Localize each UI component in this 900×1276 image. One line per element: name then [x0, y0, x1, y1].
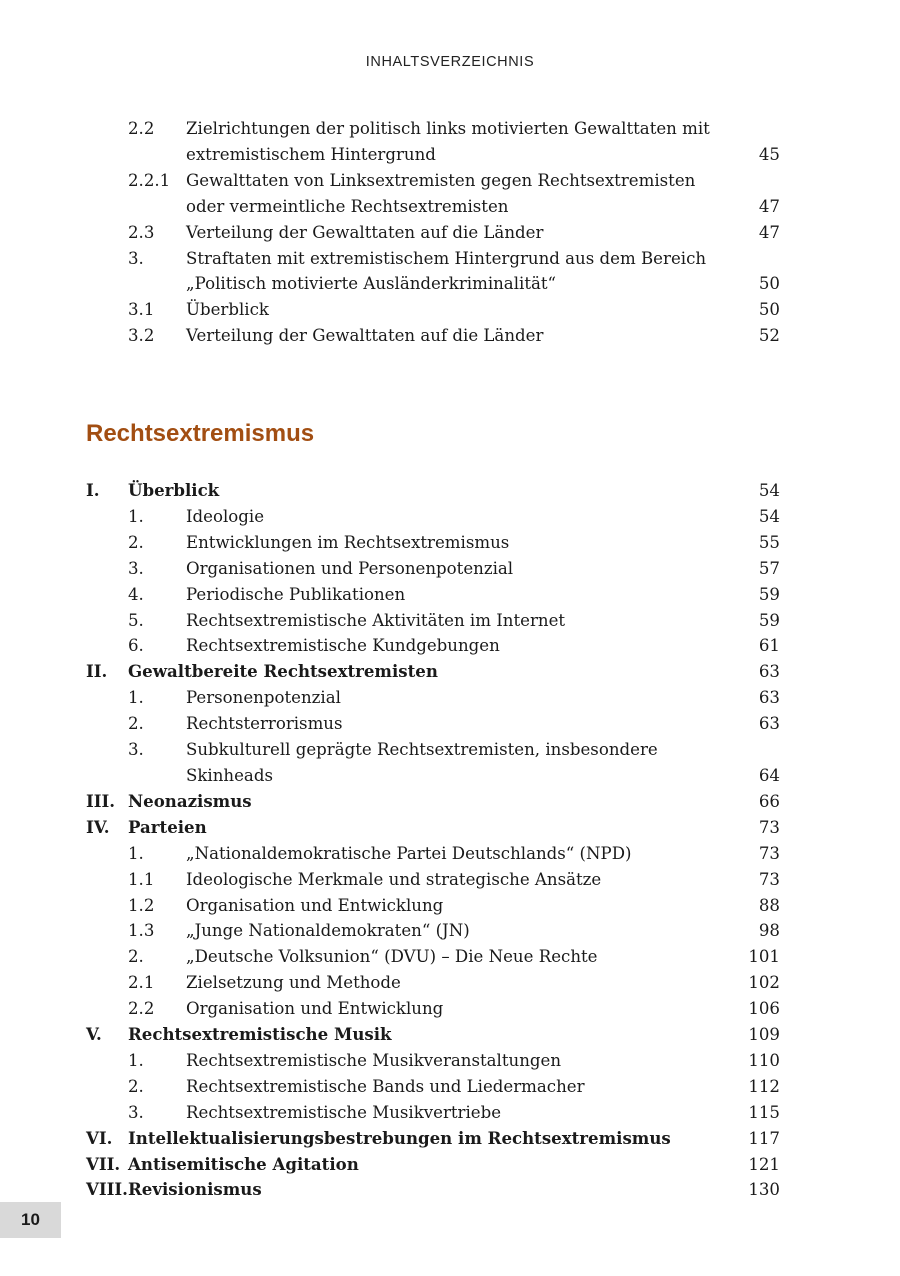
toc-entry-number: 3. — [128, 740, 144, 760]
toc-entry-number: 3. — [128, 248, 144, 268]
toc-entry-page: 52 — [758, 326, 780, 346]
toc-entry-title: Parteien — [128, 816, 207, 837]
toc-entry-page: 59 — [758, 584, 780, 604]
toc-entry — [86, 504, 780, 530]
toc-entry-title: Rechtsextremistische Musikvertriebe — [186, 1102, 502, 1122]
toc-entry-page: 47 — [758, 196, 780, 216]
toc-entry-page: 63 — [758, 714, 780, 734]
toc-entry-page: 102 — [748, 973, 780, 993]
toc-entry-page: 98 — [758, 921, 780, 941]
running-title: INHALTSVERZEICHNIS — [365, 54, 535, 70]
toc-entry — [86, 737, 780, 789]
toc-entry-number: 3.1 — [128, 300, 155, 320]
toc-entry-title: Gewalttaten von Linksextremisten gegen Rechtsextremisten oder vermeintliche Rechtsextremisten — [186, 170, 696, 216]
toc-entry-number: 2.3 — [128, 222, 155, 242]
toc-entry-page: 45 — [758, 144, 780, 164]
toc-entry-number: 3.2 — [128, 326, 155, 346]
toc-entry-page: 50 — [758, 300, 780, 320]
toc-entry — [86, 582, 780, 608]
toc-entry-page: 121 — [748, 1154, 780, 1174]
toc-entry-title: Intellektualisierungsbestrebungen im Rechtsextremismus — [128, 1127, 671, 1148]
toc-entry-page: 130 — [748, 1180, 780, 1200]
toc-entry-page: 57 — [758, 558, 780, 578]
toc-entry — [86, 608, 780, 634]
toc-entry-page: 73 — [758, 843, 780, 863]
toc-entry-title: Überblick — [186, 300, 269, 320]
toc-entry — [86, 996, 780, 1022]
toc-entry-number: 5. — [128, 610, 144, 630]
toc-entry — [86, 220, 780, 246]
toc-chapter — [86, 1126, 780, 1152]
toc-entry-number: 1. — [128, 506, 144, 526]
toc-entry-title: Organisation und Entwicklung — [186, 999, 444, 1019]
toc-entry-title: Antisemitische Agitation — [128, 1153, 359, 1174]
toc-entry-page: 109 — [748, 1025, 780, 1045]
toc-entry-page: 88 — [758, 895, 780, 915]
toc-entry-title: Verteilung der Gewalttaten auf die Länder — [186, 326, 544, 346]
toc-entry-number: VII. — [86, 1153, 121, 1174]
toc-entry-number: 1.1 — [128, 869, 155, 889]
page-number: 10 — [0, 1202, 61, 1238]
toc-entry-title: Subkulturell geprägte Rechtsextremisten, insbesondere Skinheads — [186, 740, 658, 785]
toc-entry-number: 2.1 — [128, 973, 155, 993]
toc-entry-number: 2. — [128, 947, 144, 967]
toc-entry-number: III. — [86, 790, 116, 811]
toc-entry-page: 73 — [758, 817, 780, 837]
toc-entry-number: 1.2 — [128, 895, 155, 915]
toc-entry-number: 2. — [128, 714, 144, 734]
toc-entry-page: 54 — [758, 506, 780, 526]
toc-entry — [86, 530, 780, 556]
toc-entry-page: 110 — [748, 1050, 780, 1070]
toc-entry-title: „Deutsche Volksunion“ (DVU) – Die Neue Rechte — [186, 947, 598, 967]
toc-chapter — [86, 1022, 780, 1048]
toc-chapter — [86, 1152, 780, 1178]
toc-entry-title: Rechtsextremistische Kundgebungen — [186, 636, 500, 656]
toc-entry-number: 1.3 — [128, 921, 155, 941]
toc-entry-number: 2. — [128, 1076, 144, 1096]
toc-entry-number: 1. — [128, 1050, 144, 1070]
toc-entry-page: 73 — [758, 869, 780, 889]
toc-entry — [86, 1100, 780, 1126]
toc-entry-title: Rechtsextremistische Musik — [128, 1024, 392, 1045]
toc-entry-title: Neonazismus — [128, 790, 252, 811]
toc-entry-title: Überblick — [128, 480, 220, 500]
toc-chapter — [86, 1177, 780, 1203]
toc-entry — [86, 711, 780, 737]
toc-entry-title: Rechtsterrorismus — [186, 714, 343, 734]
toc-entry-page: 50 — [758, 274, 780, 294]
toc-entry — [86, 323, 780, 349]
toc-entry-title: Revisionismus — [128, 1179, 262, 1200]
toc-entry-title: Straftaten mit extremistischem Hintergrund aus dem Bereich „Politisch motivierte Ausländerkriminalität“ — [186, 248, 707, 294]
toc-entry-number: 3. — [128, 558, 144, 578]
toc-entry-number: 3. — [128, 1102, 144, 1122]
toc-entry — [86, 944, 780, 970]
toc-entry — [86, 841, 780, 867]
toc-entry-page: 55 — [758, 532, 780, 552]
toc-entry-number: 2.2 — [128, 999, 155, 1019]
toc-entry-page: 59 — [758, 610, 780, 630]
toc-entry-title: Rechtsextremistische Aktivitäten im Internet — [186, 610, 566, 630]
toc-entry-number: 2.2.1 — [128, 170, 171, 190]
toc-continuation — [86, 116, 780, 349]
toc-entry — [86, 297, 780, 323]
toc-entry — [86, 893, 780, 919]
toc-entry-title: Personenpotenzial — [186, 688, 341, 708]
toc-entry-number: 4. — [128, 584, 144, 604]
toc-entry-title: Organisationen und Personenpotenzial — [186, 558, 514, 578]
toc-entry-number: VI. — [86, 1127, 113, 1148]
toc-entry — [86, 970, 780, 996]
toc-entry — [86, 867, 780, 893]
toc-entry-page: 61 — [758, 636, 780, 656]
toc-entry-title: Verteilung der Gewalttaten auf die Länder — [186, 222, 544, 242]
toc-entry-page: 101 — [748, 947, 780, 967]
toc-entry — [86, 246, 780, 298]
toc-entry — [86, 116, 780, 168]
toc-entry — [86, 918, 780, 944]
toc-entry — [86, 556, 780, 582]
toc-entry-title: Zielrichtungen der politisch links motivierten Gewalttaten mit extremistischem Hintergrund — [186, 119, 710, 164]
toc-entry-title: Gewaltbereite Rechtsextremisten — [128, 661, 438, 682]
toc-entry-title: „Junge Nationaldemokraten“ (JN) — [186, 921, 470, 941]
toc-entry-page: 115 — [748, 1102, 780, 1122]
toc-entry-number: IV. — [86, 816, 110, 837]
toc-entry — [86, 633, 780, 659]
toc-entry — [86, 685, 780, 711]
toc-entry — [86, 1048, 780, 1074]
toc-entry-number: 1. — [128, 843, 144, 863]
toc-entry-page: 47 — [758, 222, 780, 242]
toc-entry-number: V. — [86, 1024, 102, 1045]
toc-chapter — [86, 659, 780, 685]
toc-entry-title: Rechtsextremistische Musikveranstaltungen — [186, 1050, 562, 1070]
toc-entry-page: 117 — [748, 1128, 780, 1148]
toc-entry-number: 1. — [128, 688, 144, 708]
section-heading: Rechtsextremismus — [86, 420, 315, 447]
toc-chapter — [86, 789, 780, 815]
toc-entry-page: 54 — [758, 481, 780, 500]
toc-entry-page: 64 — [758, 765, 780, 785]
toc-entry-title: Ideologische Merkmale und strategische Ansätze — [186, 869, 602, 889]
toc-entry-page: 63 — [758, 688, 780, 708]
toc-entry-number: II. — [86, 661, 108, 682]
toc-entry-page: 66 — [758, 791, 780, 811]
toc-entry-number: 6. — [128, 636, 144, 656]
toc-entry-title: Organisation und Entwicklung — [186, 895, 444, 915]
toc-entry-title: Entwicklungen im Rechtsextremismus — [186, 532, 510, 552]
toc-entry — [86, 1074, 780, 1100]
toc-entry-number: 2.2 — [128, 119, 155, 138]
toc-entry-number: I. — [86, 480, 100, 500]
toc-entry-title: Periodische Publikationen — [186, 584, 406, 604]
toc-entry-number: 2. — [128, 532, 144, 552]
toc-chapter — [86, 478, 780, 504]
toc-entry-title: „Nationaldemokratische Partei Deutschlands“ (NPD) — [186, 843, 632, 863]
toc-entry-title: Ideologie — [186, 506, 265, 526]
toc-entry — [86, 168, 780, 220]
toc-chapter — [86, 815, 780, 841]
toc-entry-number: VIII. — [86, 1179, 128, 1200]
toc-entry-title: Rechtsextremistische Bands und Liedermacher — [186, 1076, 585, 1096]
toc-entry-page: 63 — [758, 662, 780, 682]
toc-rechtsextremismus — [86, 478, 780, 1203]
toc-entry-page: 112 — [748, 1076, 780, 1096]
toc-entry-page: 106 — [748, 999, 780, 1019]
toc-entry-title: Zielsetzung und Methode — [186, 973, 401, 993]
